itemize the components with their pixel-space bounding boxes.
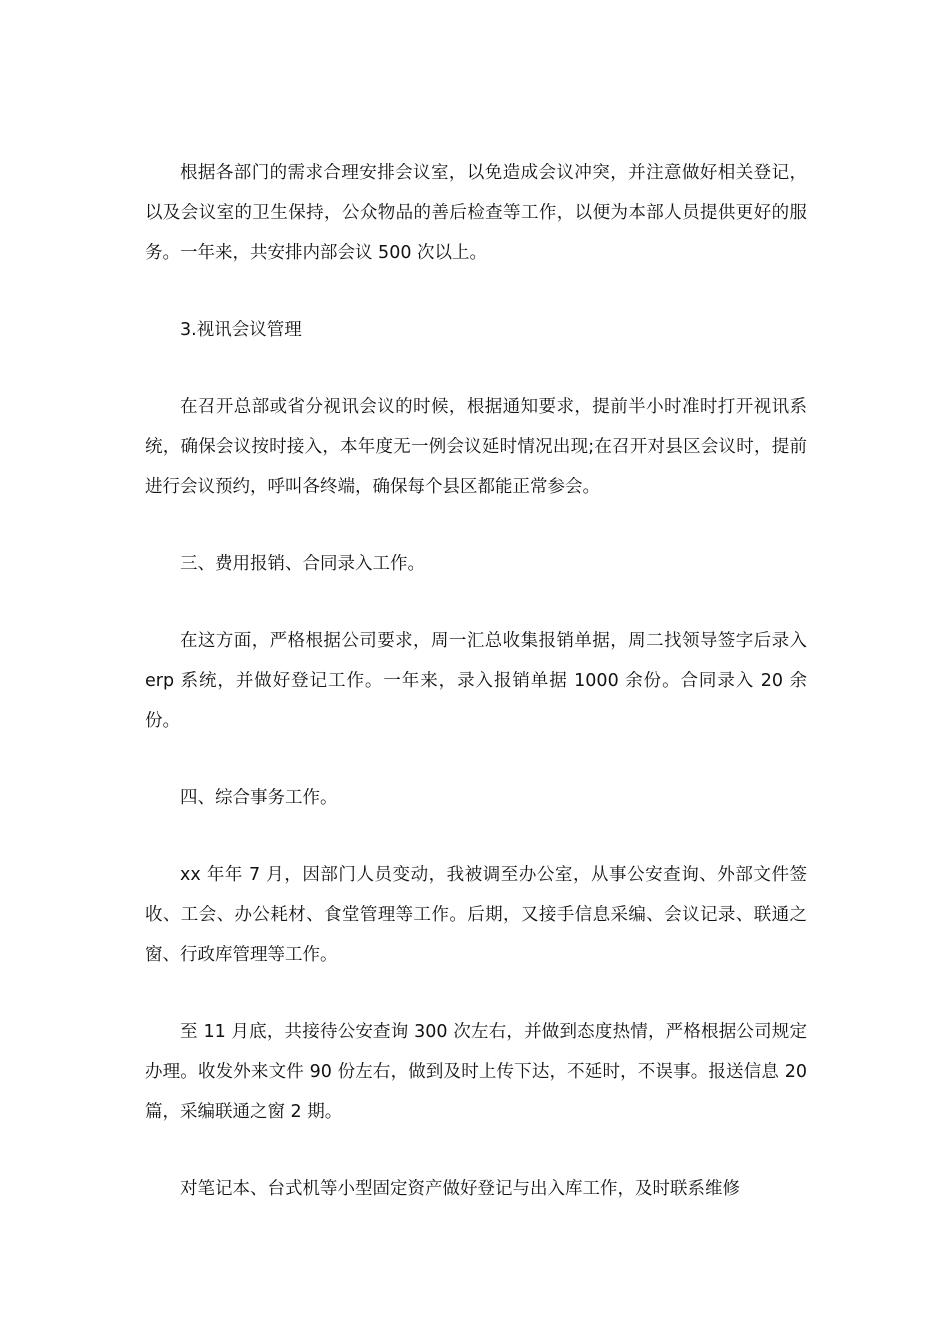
paragraph-meeting-room: 根据各部门的需求合理安排会议室，以免造成会议冲突，并注意做好相关登记，以及会议室的卫生保持，公众物品的善后检查等工作，以便为本部人员提供更好的服务。一年来，共安排内部会议 500 次以上。	[145, 163, 807, 263]
paragraph-statistics: 至 11 月底，共接待公安查询 300 次左右，并做到态度热情，严格根据公司规定办理。收发外来文件 90 份左右，做到及时上传下达，不延时，不误事。报送信息 20 篇，采编联通之窗 2 期。	[145, 1022, 813, 1122]
document-body	[145, 153, 813, 1209]
heading-general-affairs: 四、综合事务工作。	[180, 788, 338, 808]
paragraph-fixed-assets: 对笔记本、台式机等小型固定资产做好登记与出入库工作，及时联系维修	[180, 1179, 740, 1199]
paragraph-general-affairs: xx 年年 7 月，因部门人员变动，我被调至办公室，从事公安查询、外部文件签收、工会、办公耗材、食堂管理等工作。后期，又接手信息采编、会议记录、联通之窗、行政库管理等工作。	[145, 865, 807, 965]
heading-expense-contract: 三、费用报销、合同录入工作。	[180, 554, 425, 574]
paragraph-expense-contract: 在这方面，严格根据公司要求，周一汇总收集报销单据，周二找领导签字后录入 erp 系统，并做好登记工作。一年来，录入报销单据 1000 余份。合同录入 20 余份。	[145, 631, 813, 731]
heading-video-conference: 3.视讯会议管理	[180, 320, 302, 340]
paragraph-video-conference: 在召开总部或省分视讯会议的时候，根据通知要求，提前半小时准时打开视讯系统，确保会议按时接入，本年度无一例会议延时情况出现;在召开对县区会议时，提前进行会议预约，呼叫各终端，确保每个县区都能正常参会。	[145, 397, 807, 497]
